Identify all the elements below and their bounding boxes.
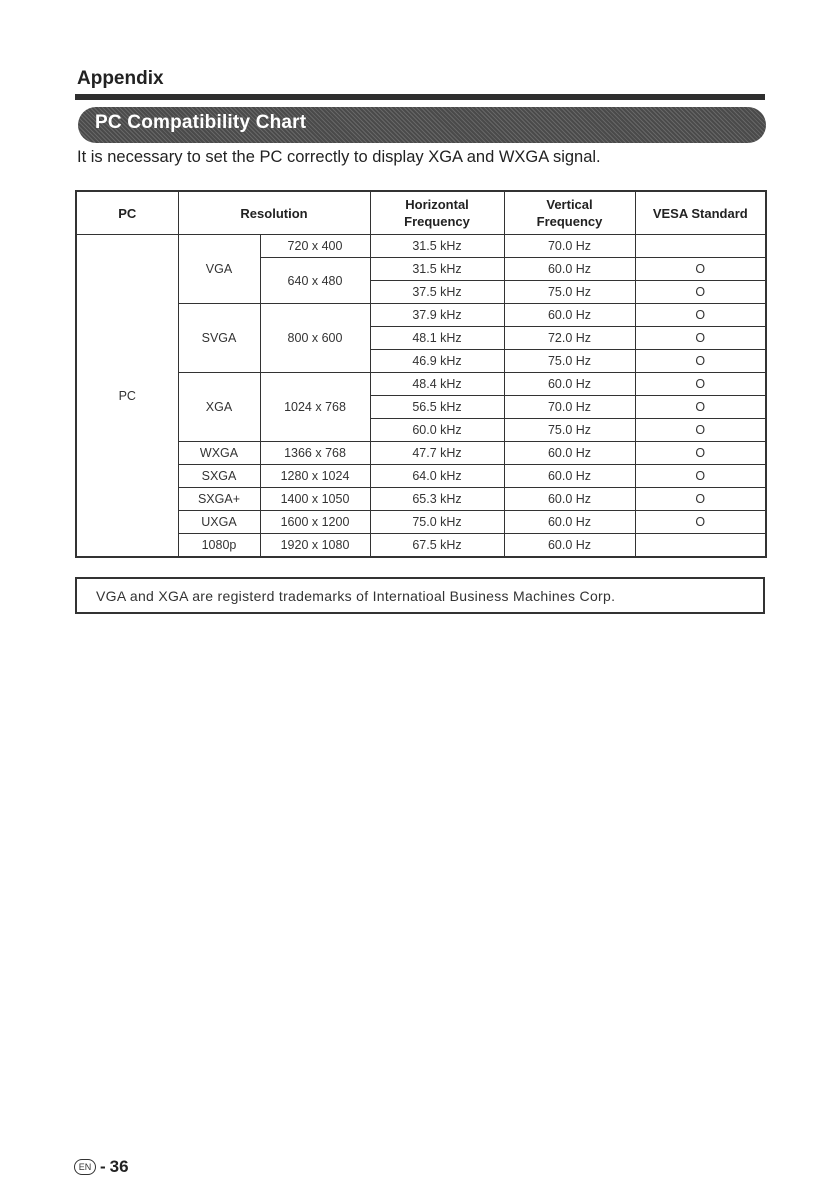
chart-title: PC Compatibility Chart [95,112,307,133]
vesa-cell [635,235,766,258]
page-separator: - [100,1157,106,1176]
vesa-cell: O [635,488,766,511]
pc-compatibility-table [75,190,767,558]
v-freq-cell: 75.0 Hz [504,281,635,304]
language-badge: EN [74,1159,96,1175]
header-horizontal-line2: Frequency [404,214,470,229]
v-freq-cell: 60.0 Hz [504,373,635,396]
h-freq-cell: 31.5 kHz [370,235,504,258]
h-freq-cell: 60.0 kHz [370,419,504,442]
header-vertical-frequency [504,191,635,235]
h-freq-cell: 65.3 kHz [370,488,504,511]
trademark-note: VGA and XGA are registerd trademarks of Internatioal Business Machines Corp. [96,588,616,604]
resolution-cell: 1920 x 1080 [260,534,370,558]
section-divider [75,94,765,100]
table-header-row [76,191,766,235]
vesa-cell: O [635,419,766,442]
header-vesa-standard: VESA Standard [635,191,766,235]
mode-cell-uxga: UXGA [178,511,260,534]
h-freq-cell: 47.7 kHz [370,442,504,465]
table-row [76,534,766,558]
h-freq-cell: 48.4 kHz [370,373,504,396]
v-freq-cell: 60.0 Hz [504,488,635,511]
h-freq-cell: 75.0 kHz [370,511,504,534]
v-freq-cell: 60.0 Hz [504,465,635,488]
mode-cell-1080p: 1080p [178,534,260,558]
header-horizontal-frequency [370,191,504,235]
table-row [76,235,766,258]
h-freq-cell: 37.9 kHz [370,304,504,327]
resolution-cell: 800 x 600 [260,304,370,373]
trademark-note-box [75,577,765,614]
vesa-cell: O [635,511,766,534]
resolution-cell: 720 x 400 [260,235,370,258]
table-row [76,488,766,511]
header-vertical-line1: Vertical [546,197,593,212]
vesa-cell: O [635,304,766,327]
vesa-cell: O [635,327,766,350]
vesa-cell: O [635,465,766,488]
pc-category-cell: PC [76,235,178,558]
vesa-cell [635,534,766,558]
v-freq-cell: 72.0 Hz [504,327,635,350]
v-freq-cell: 60.0 Hz [504,442,635,465]
v-freq-cell: 75.0 Hz [504,419,635,442]
mode-cell-vga: VGA [178,235,260,304]
v-freq-cell: 60.0 Hz [504,258,635,281]
chart-title-banner [78,107,766,143]
mode-cell-sxga: SXGA [178,465,260,488]
page-number: 36 [109,1157,129,1176]
section-title: Appendix [77,68,164,89]
vesa-cell: O [635,373,766,396]
h-freq-cell: 31.5 kHz [370,258,504,281]
resolution-cell: 1024 x 768 [260,373,370,442]
vesa-cell: O [635,281,766,304]
page-footer [74,1157,129,1177]
resolution-cell: 1600 x 1200 [260,511,370,534]
resolution-cell: 1366 x 768 [260,442,370,465]
v-freq-cell: 75.0 Hz [504,350,635,373]
mode-cell-wxga: WXGA [178,442,260,465]
table-row [76,304,766,327]
vesa-cell: O [635,396,766,419]
h-freq-cell: 46.9 kHz [370,350,504,373]
resolution-cell: 1400 x 1050 [260,488,370,511]
table-row [76,442,766,465]
resolution-cell: 640 x 480 [260,258,370,304]
table-row [76,511,766,534]
h-freq-cell: 64.0 kHz [370,465,504,488]
header-pc: PC [76,191,178,235]
header-horizontal-line1: Horizontal [405,197,469,212]
v-freq-cell: 70.0 Hz [504,396,635,419]
v-freq-cell: 60.0 Hz [504,534,635,558]
h-freq-cell: 56.5 kHz [370,396,504,419]
mode-cell-xga: XGA [178,373,260,442]
vesa-cell: O [635,258,766,281]
mode-cell-svga: SVGA [178,304,260,373]
h-freq-cell: 67.5 kHz [370,534,504,558]
mode-cell-sxga-plus: SXGA+ [178,488,260,511]
header-vertical-line2: Frequency [536,214,603,229]
h-freq-cell: 48.1 kHz [370,327,504,350]
intro-text: It is necessary to set the PC correctly to display XGA and WXGA signal. [77,148,601,166]
vesa-cell: O [635,442,766,465]
resolution-cell: 1280 x 1024 [260,465,370,488]
h-freq-cell: 37.5 kHz [370,281,504,304]
header-resolution: Resolution [178,191,370,235]
table-row [76,373,766,396]
table-row [76,465,766,488]
vesa-cell: O [635,350,766,373]
v-freq-cell: 60.0 Hz [504,304,635,327]
v-freq-cell: 70.0 Hz [504,235,635,258]
v-freq-cell: 60.0 Hz [504,511,635,534]
